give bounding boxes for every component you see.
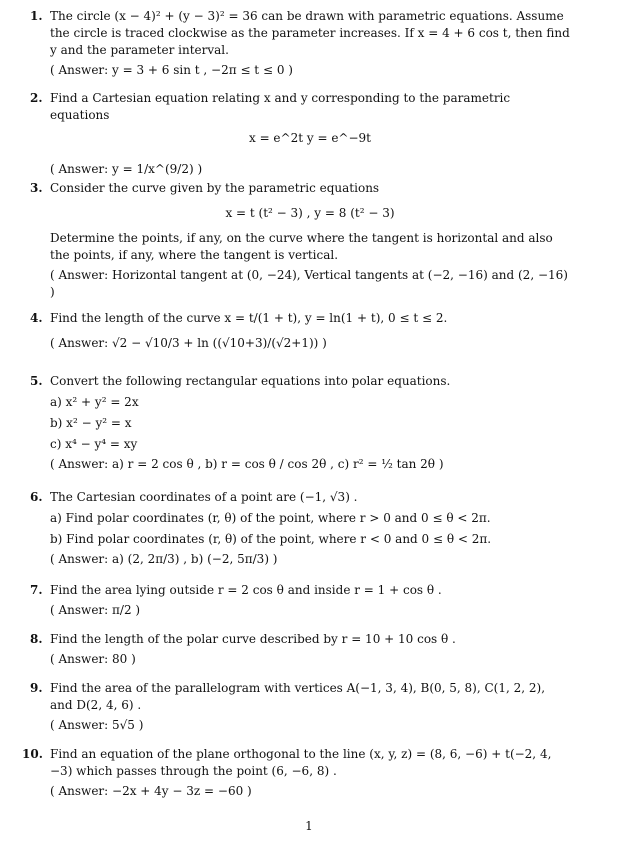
problem-number: 7. [30, 583, 43, 597]
problem-4 [30, 310, 570, 352]
page-number: 1 [305, 819, 313, 833]
problem-2 [30, 90, 570, 178]
problem-number: 1. [30, 9, 43, 23]
problem-text: Find an equation of the plane orthogonal to the line (x, y, z) = (8, 6, −6) + t(−2, 4, −3) which passes through the point (6, −6, 8) . [50, 747, 552, 778]
part-c: c) x⁴ − y⁴ = xy [50, 437, 138, 451]
problem-number: 4. [30, 311, 43, 325]
problem-number: 8. [30, 632, 43, 646]
problem-10 [22, 746, 570, 800]
problem-number: 5. [30, 374, 43, 388]
answer: ( Answer: 5√5 ) [50, 718, 144, 732]
part-a: a) Find polar coordinates (r, θ) of the point, where r > 0 and 0 ≤ θ < 2π. [50, 511, 491, 525]
problem-text: The Cartesian coordinates of a point are (−1, √3) . [50, 490, 358, 504]
problem-8 [30, 631, 570, 668]
answer: ( Answer: y = 3 + 6 sin t , −2π ≤ t ≤ 0 ) [50, 63, 293, 77]
problem-9 [30, 680, 570, 734]
equation: x = t (t² − 3) , y = 8 (t² − 3) [225, 206, 395, 220]
problem-text: Find the area of the parallelogram with vertices A(−1, 3, 4), B(0, 5, 8), C(1, 2, 2), and D(2, 4, 6) . [50, 681, 546, 712]
problem-text: Consider the curve given by the parametric equations [50, 181, 380, 195]
answer: ( Answer: a) (2, 2π/3) , b) (−2, 5π/3) ) [50, 552, 278, 566]
problem-text: Find the length of the curve x = t/(1 + t), y = ln(1 + t), 0 ≤ t ≤ 2. [50, 311, 448, 325]
answer: ( Answer: π/2 ) [50, 603, 141, 617]
problem-text-2: Determine the points, if any, on the curve where the tangent is horizontal and also the points, if any, where the tangent is vertical. [50, 231, 553, 262]
problem-number: 6. [30, 490, 43, 504]
problem-number: 3. [30, 181, 43, 195]
problem-text: Find the area lying outside r = 2 cos θ and inside r = 1 + cos θ . [50, 583, 442, 597]
problem-number: 9. [30, 681, 43, 695]
problem-number: 2. [30, 91, 43, 105]
answer: ( Answer: Horizontal tangent at (0, −24), Vertical tangents at (−2, −16) and (2, −16) ) [50, 268, 568, 299]
problem-1 [30, 8, 570, 79]
problem-number: 10. [22, 747, 43, 761]
part-a: a) x² + y² = 2x [50, 395, 139, 409]
answer: ( Answer: 80 ) [50, 652, 136, 666]
problem-text: Convert the following rectangular equations into polar equations. [50, 374, 451, 388]
part-b: b) x² − y² = x [50, 416, 132, 430]
problem-text: Find a Cartesian equation relating x and y corresponding to the parametric equations [50, 91, 511, 122]
answer: ( Answer: −2x + 4y − 3z = −60 ) [50, 784, 252, 798]
problem-7 [30, 582, 570, 619]
answer: ( Answer: √2 − √10/3 + ln ((√10+3)/(√2+1)) ) [50, 336, 327, 350]
problem-3 [30, 180, 570, 301]
problem-5 [30, 373, 570, 473]
equation: x = e^2t y = e^−9t [248, 131, 371, 145]
problem-6 [30, 489, 570, 568]
answer: ( Answer: y = 1/x^(9/2) ) [50, 162, 203, 176]
answer: ( Answer: a) r = 2 cos θ , b) r = cos θ / cos 2θ , c) r² = ½ tan 2θ ) [50, 457, 444, 471]
problem-text: Find the length of the polar curve described by r = 10 + 10 cos θ . [50, 632, 456, 646]
part-b: b) Find polar coordinates (r, θ) of the point, where r < 0 and 0 ≤ θ < 2π. [50, 532, 492, 546]
problem-text: The circle (x − 4)² + (y − 3)² = 36 can be drawn with parametric equations. Assume the circle is traced clockwise as the parameter increases. If x = 4 + 6 cos t, then find y and the parameter interval. [50, 9, 570, 57]
